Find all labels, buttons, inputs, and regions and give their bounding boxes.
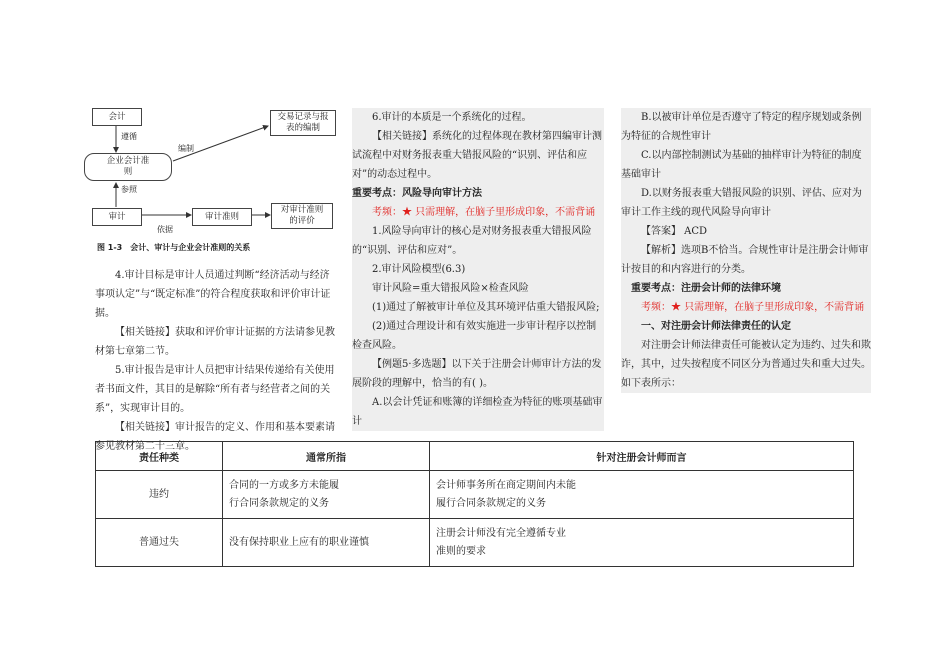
node-standards: 企业会计准则 — [84, 153, 172, 181]
cell-type: 普通过失 — [96, 519, 223, 567]
subheading: 一、对注册会计师法律责任的认定 — [641, 321, 791, 332]
cell-line: 合同的一方或多方未能履 — [229, 479, 339, 491]
cell-common — [223, 471, 430, 519]
frequency-note: 考频：★ 只需理解，在脑子里形成印象，不需背诵 — [372, 207, 596, 218]
node-audit: 审计 — [92, 208, 142, 226]
table-row — [96, 471, 854, 519]
cell-type: 违约 — [96, 471, 223, 519]
paragraph: 6.审计的本质是一个系统化的过程。 — [372, 112, 532, 123]
paragraph: (1)通过了解被审计单位及其环境评估重大错报风险; — [372, 302, 600, 313]
node-audit-standards: 审计准则 — [192, 208, 252, 226]
paragraph: 5.审计报告是审计人员把审计结果传递给有关使用者书面文件，其目的是解除“所有者与经营者之间的关系”，实现审计目的。 — [95, 365, 335, 414]
paragraph: 【相关链接】系统化的过程体现在教材第四编审计测试流程中对财务报表重大错报风险的“识别、评估和应对”的动态过程中。 — [352, 131, 602, 180]
header-cell: 责任种类 — [96, 442, 223, 471]
option-d: D.以财务报表重大错报风险的识别、评估、应对为审计工作主线的现代风险导向审计 — [621, 188, 862, 218]
answer: 【答案】 ACD — [641, 226, 708, 237]
column-left — [95, 266, 335, 456]
node-accounting: 会计 — [92, 108, 142, 126]
cell-common — [223, 519, 430, 567]
edge-reference: 参照 — [121, 185, 137, 194]
table-header-row — [96, 442, 854, 471]
frequency-note: 考频：★ 只需理解，在脑子里形成印象，不需背诵 — [641, 302, 865, 313]
header-cell: 通常所指 — [223, 442, 430, 471]
paragraph: 1.风险导向审计的核心是对财务报表重大错报风险的“识别、评估和应对”。 — [352, 226, 592, 256]
section-heading: 重要考点：注册会计师的法律环境 — [631, 283, 781, 294]
paragraph: 【相关链接】获取和评价审计证据的方法请参见教材第七章第二节。 — [95, 327, 335, 357]
cell-line: 准则的要求 — [436, 545, 486, 557]
cell-line: 履行合同条款规定的义务 — [436, 497, 546, 509]
cell-line: 没有保持职业上应有的职业谨慎 — [229, 536, 369, 548]
table-row — [96, 519, 854, 567]
paragraph: 【相关链接】审计报告的定义、作用和基本要素请参见教材第二十三章。 — [95, 422, 335, 452]
section-heading: 重要考点：风险导向审计方法 — [352, 188, 482, 199]
node-transactions: 交易记录与报表的编制 — [270, 110, 336, 136]
cell-line: 行合同条款规定的义务 — [229, 497, 329, 509]
paragraph: 2.审计风险模型(6.3) — [372, 264, 466, 275]
cell-cpa — [430, 471, 854, 519]
figure-caption: 图 1-3 会计、审计与企业会计准则的关系 — [97, 243, 251, 252]
paragraph: A.以会计凭证和账簿的详细检查为特征的账项基础审计 — [352, 397, 603, 427]
edge-basis: 依据 — [157, 225, 173, 234]
paragraph: 对注册会计师法律责任可能被认定为违约、过失和欺诈，其中，过失按程度不同区分为普通过失和重大过失。如下表所示： — [621, 340, 871, 389]
paragraph: (2)通过合理设计和有效实施进一步审计程序以控制检查风险。 — [352, 321, 597, 351]
edge-prepare: 编制 — [178, 144, 194, 153]
column-middle — [352, 108, 604, 431]
option-b: B.以被审计单位是否遵守了特定的程序规划或条例为特征的合规性审计 — [621, 112, 862, 142]
paragraph: 4.审计目标是审计人员通过判断“经济活动与经济事项认定”与“既定标准”的符合程度获取和评价审计证据。 — [95, 270, 331, 319]
analysis: 【解析】选项B不恰当。合规性审计是注册会计师审计按目的和内容进行的分类。 — [621, 245, 869, 275]
paragraph: 审计风险=重大错报风险×检查风险 — [372, 283, 529, 294]
liability-table — [95, 441, 854, 567]
paragraph: 【例题5·多选题】以下关于注册会计师审计方法的发展阶段的理解中，恰当的有( )。 — [352, 359, 602, 389]
cell-line: 注册会计师没有完全遵循专业 — [436, 527, 566, 539]
header-cell: 针对注册会计师而言 — [430, 442, 854, 471]
cell-line: 会计师事务所在商定期间内未能 — [436, 479, 576, 491]
node-evaluation: 对审计准则的评价 — [271, 203, 333, 229]
column-right — [621, 108, 871, 393]
option-c: C.以内部控制测试为基础的抽样审计为特征的制度基础审计 — [621, 150, 862, 180]
cell-cpa — [430, 519, 854, 567]
edge-follow: 遵循 — [121, 132, 137, 141]
